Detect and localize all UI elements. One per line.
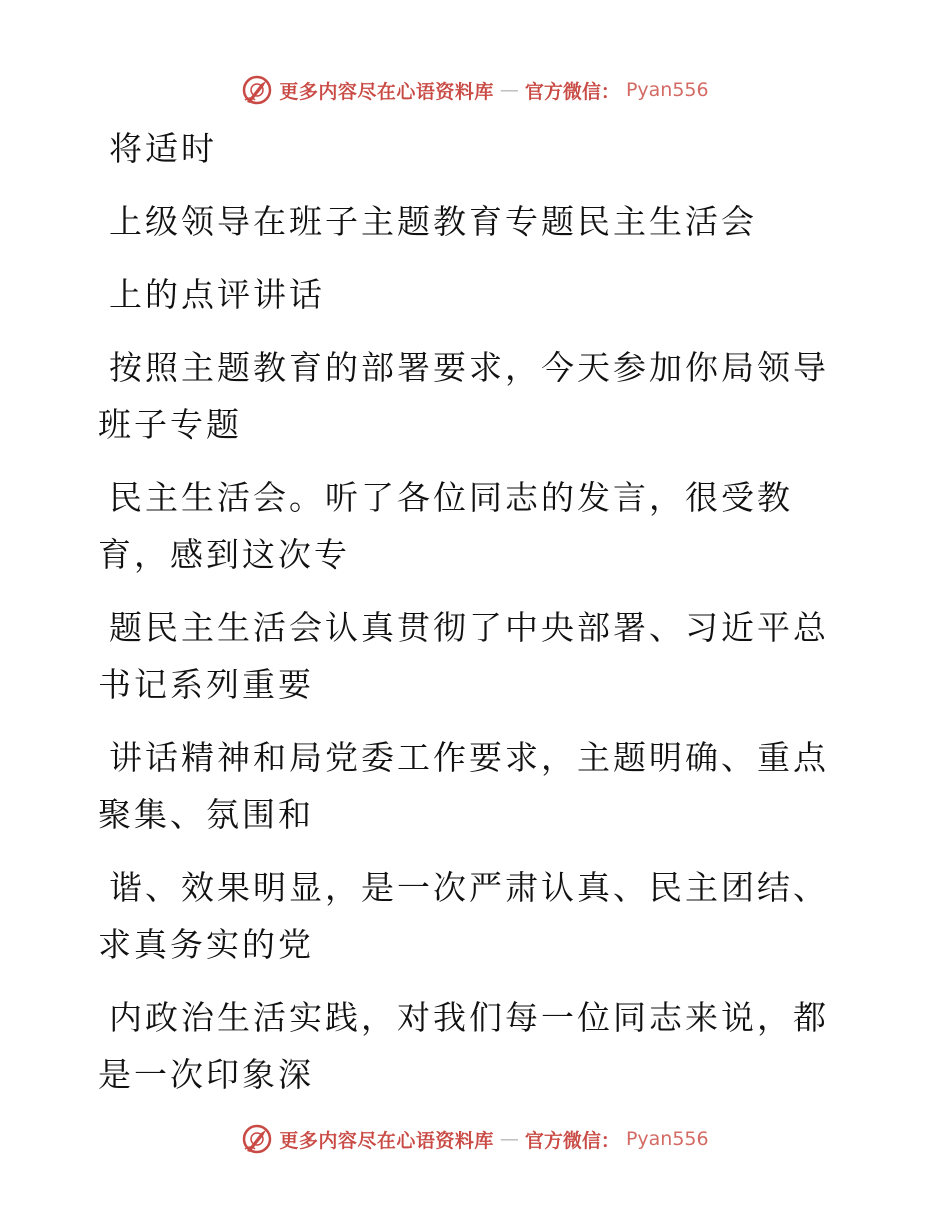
pen-logo-icon (241, 74, 273, 106)
paragraph-3: 按照主题教育的部署要求，今天参加你局领导班子专题 (98, 348, 829, 444)
document-body (98, 120, 838, 1119)
pen-logo-icon (241, 1123, 273, 1155)
header-watermark (0, 73, 950, 107)
document-title-line-1: 上级领导在班子主题教育专题民主生活会 (109, 202, 757, 241)
watermark-wechat-label: 官方微信： (524, 1129, 620, 1152)
paragraph-0: 将适时 (109, 129, 217, 168)
watermark-text: 更多内容尽在心语资料库 (279, 1129, 494, 1152)
paragraph-5: 题民主生活会认真贯彻了中央部署、习近平总书记系列重要 (98, 608, 829, 704)
paragraph-4: 民主生活会。听了各位同志的发言，很受教育，感到这次专 (98, 478, 793, 574)
watermark-wechat-id: Pyan556 (625, 79, 709, 101)
footer-watermark (0, 1122, 950, 1156)
watermark-text: 更多内容尽在心语资料库 (279, 80, 494, 103)
watermark-separator: — (499, 1128, 519, 1150)
paragraph-6: 讲话精神和局党委工作要求，主题明确、重点聚集、氛围和 (98, 738, 829, 834)
watermark-wechat-id: Pyan556 (625, 1128, 709, 1150)
paragraph-7: 谐、效果明显，是一次严肃认真、民主团结、求真务实的党 (98, 868, 829, 964)
paragraph-8: 内政治生活实践，对我们每一位同志来说，都是一次印象深 (98, 998, 829, 1094)
watermark-wechat-label: 官方微信： (524, 80, 620, 103)
document-title-line-2: 上的点评讲话 (109, 275, 325, 314)
watermark-separator: — (499, 79, 519, 101)
